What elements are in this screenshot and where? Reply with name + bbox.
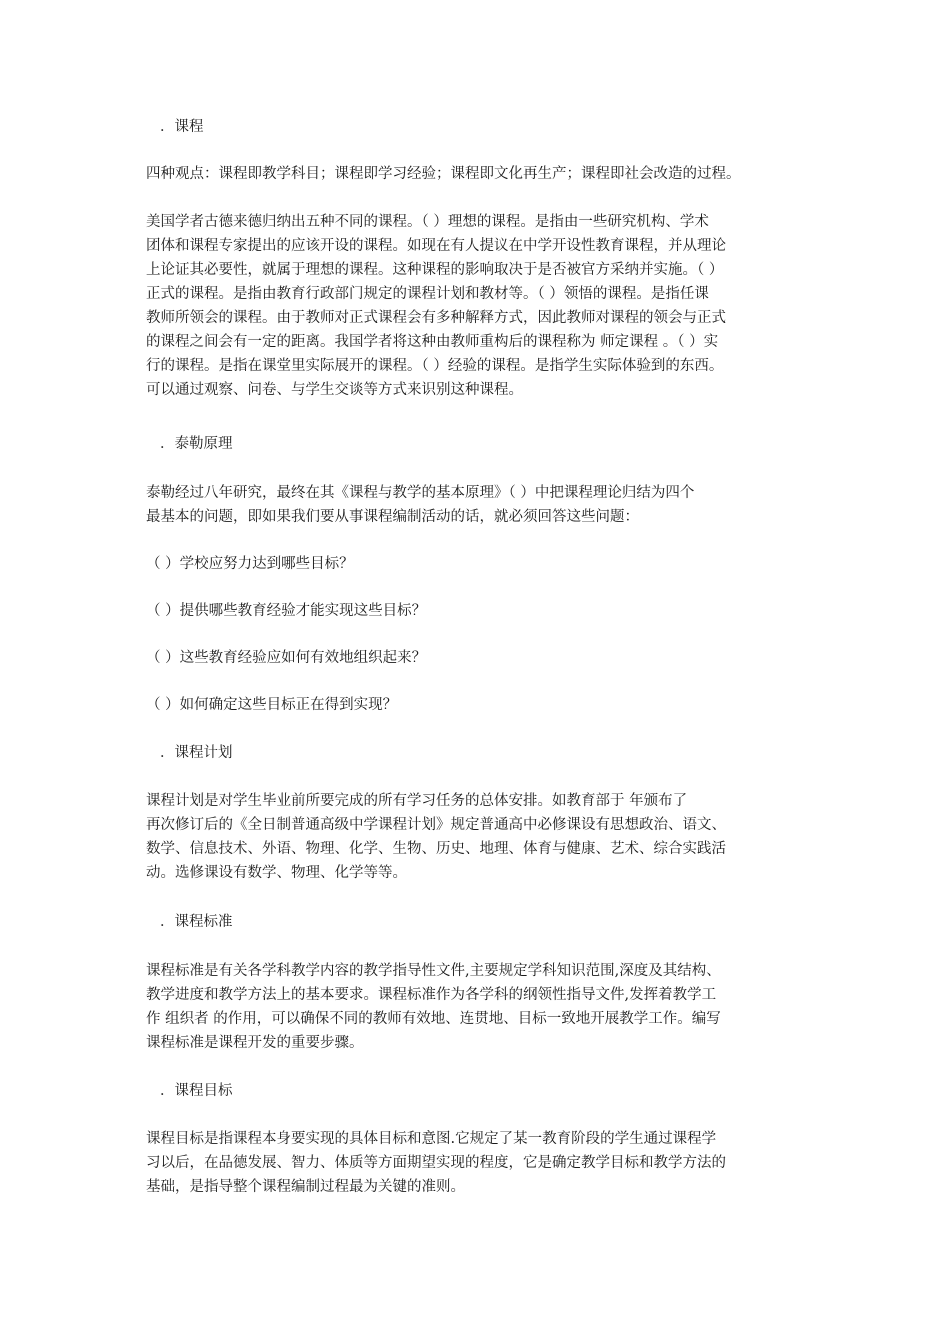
section-heading-curriculum: ．课程 (160, 119, 204, 135)
paragraph-line: 基础，是指导整个课程编制过程最为关键的准则。 (146, 1179, 465, 1195)
paragraph-line: 上论证其必要性，就属于理想的课程。这种课程的影响取决于是否被官方采纳并实施。（ ） (146, 262, 724, 278)
paragraph-line: 习以后，在品德发展、智力、体质等方面期望实现的程度，它是确定教学目标和教学方法的 (146, 1155, 726, 1171)
paragraph-line: 作 组织者 的作用，可以确保不同的教师有效地、连贯地、目标一致地开展教学工作。编写 (146, 1011, 721, 1027)
paragraph-line: 课程标准是有关各学科教学内容的教学指导性文件,主要规定学科知识范围,深度及其结构、 (146, 963, 721, 979)
paragraph-line: 教学进度和教学方法上的基本要求。课程标准作为各学科的纲领性指导文件,发挥着教学工 (146, 987, 717, 1003)
paragraph-line: 数学、信息技术、外语、物理、化学、生物、历史、地理、体育与健康、艺术、综合实践活 (146, 841, 726, 857)
paragraph-line: 教师所领会的课程。由于教师对正式课程会有多种解释方式，因此教师对课程的领会与正式 (146, 310, 726, 326)
tyler-intro-paragraph (146, 481, 816, 529)
paragraph-line: 动。选修课设有数学、物理、化学等等。 (146, 865, 407, 881)
paragraph-line: 课程计划是对学生毕业前所要完成的所有学习任务的总体安排。如教育部于 年颁布了 (146, 793, 688, 809)
goodlad-five-curricula-paragraph (146, 210, 816, 402)
tyler-question-1: （ ）学校应努力达到哪些目标？ (146, 556, 354, 572)
curriculum-objectives-paragraph (146, 1127, 816, 1199)
paragraph-line: 正式的课程。是指由教育行政部门规定的课程计划和教材等。（ ）领悟的课程。是指任课 (146, 286, 709, 302)
tyler-question-2: （ ）提供哪些教育经验才能实现这些目标？ (146, 603, 427, 619)
curriculum-plan-paragraph (146, 789, 816, 885)
paragraph-line: 最基本的问题，即如果我们要从事课程编制活动的话，就必须回答这些问题： (146, 509, 639, 525)
section-heading-curriculum-standards: ．课程标准 (160, 914, 233, 930)
paragraph-line: 美国学者古德来德归纳出五种不同的课程。（ ）理想的课程。是指由一些研究机构、学术 (146, 214, 709, 230)
paragraph-line: 再次修订后的《全日制普通高级中学课程计划》规定普通高中必修课设有思想政治、语文、 (146, 817, 726, 833)
tyler-question-4: （ ）如何确定这些目标正在得到实现？ (146, 697, 398, 713)
section-heading-curriculum-plan: ．课程计划 (160, 745, 233, 761)
paragraph-line: 行的课程。是指在课堂里实际展开的课程。（ ）经验的课程。是指学生实际体验到的东西。 (146, 358, 724, 374)
paragraph-line: 可以通过观察、问卷、与学生交谈等方式来识别这种课程。 (146, 382, 523, 398)
section-heading-curriculum-objectives: ．课程目标 (160, 1083, 233, 1099)
paragraph-line: 泰勒经过八年研究，最终在其《课程与教学的基本原理》（ ）中把课程理论归结为四个 (146, 485, 695, 501)
curriculum-standards-paragraph (146, 959, 816, 1055)
paragraph-line: 课程标准是课程开发的重要步骤。 (146, 1035, 364, 1051)
paragraph-line: 课程目标是指课程本身要实现的具体目标和意图.它规定了某一教育阶段的学生通过课程学 (146, 1131, 717, 1147)
tyler-question-3: （ ）这些教育经验应如何有效地组织起来？ (146, 650, 427, 666)
curriculum-viewpoints-paragraph: 四种观点：课程即教学科目；课程即学习经验；课程即文化再生产；课程即社会改造的过程。 (146, 166, 741, 182)
paragraph-line: 的课程之间会有一定的距离。我国学者将这种由教师重构后的课程称为 师定课程 。（ ）实 (146, 334, 719, 350)
section-heading-tyler-rationale: ．泰勒原理 (160, 436, 233, 452)
paragraph-line: 团体和课程专家提出的应该开设的课程。如现在有人提议在中学开设性教育课程，并从理论 (146, 238, 726, 254)
